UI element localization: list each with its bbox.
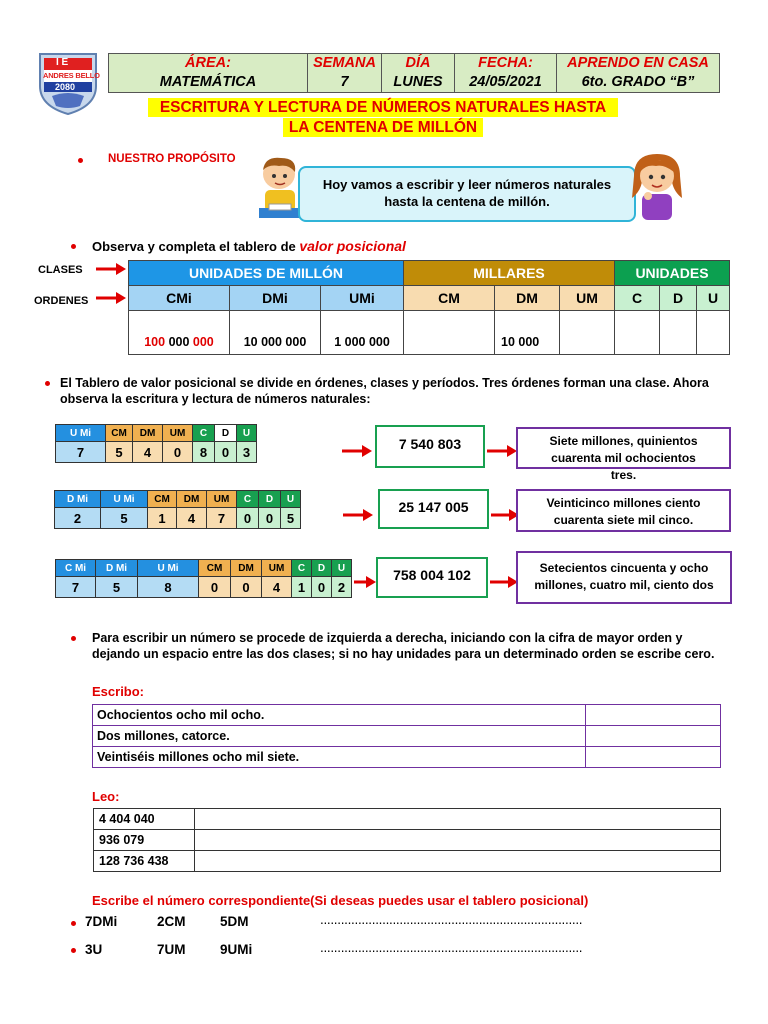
- tablero-digit: 5: [281, 508, 301, 529]
- example-words-2: Veinticinco millones ciento cuarenta siete mil cinco.: [516, 489, 731, 532]
- semana-label: SEMANA: [313, 55, 376, 71]
- tablero-digit: 7: [56, 577, 96, 598]
- tablero-header: UM: [207, 491, 237, 508]
- tablero-digit: 4: [177, 508, 207, 529]
- fecha-value: 24/05/2021: [469, 74, 542, 90]
- tablero-header: C: [292, 560, 312, 577]
- leo-row-number: 936 079: [94, 830, 195, 851]
- tablero-header: DM: [177, 491, 207, 508]
- exercise-2-answer-line[interactable]: ............................................................................: [320, 940, 583, 955]
- value-um[interactable]: [560, 311, 615, 355]
- area-cell: [109, 54, 308, 93]
- leo-answer-cell[interactable]: [195, 830, 721, 851]
- value-dm: 10 000: [495, 311, 560, 355]
- dia-label: DÍA: [405, 55, 431, 71]
- tablero-digit: 0: [312, 577, 332, 598]
- class-header-millones: UNIDADES DE MILLÓN: [129, 261, 404, 286]
- tablero-header: D: [215, 425, 237, 442]
- leo-answer-cell[interactable]: [195, 809, 721, 830]
- example-tablero-2: [54, 490, 301, 529]
- tablero-header: CM: [106, 425, 133, 442]
- tablero-digit: 0: [237, 508, 259, 529]
- tablero-header: CM: [199, 560, 231, 577]
- example-words-3: Setecientos cincuenta y ocho millones, cuatro mil, ciento dos: [516, 551, 732, 604]
- order-header: U: [697, 286, 730, 311]
- tablero-header: U Mi: [138, 560, 199, 577]
- tablero-header: U: [237, 425, 257, 442]
- tablero-digit: 0: [163, 442, 193, 463]
- tablero-digit: 4: [262, 577, 292, 598]
- bullet: [71, 948, 76, 953]
- bullet: [71, 636, 76, 641]
- tablero-digit: 0: [199, 577, 231, 598]
- example-words-1: Siete millones, quinientos cuarenta mil ochocientos tres.: [516, 427, 731, 469]
- observe-text: [92, 238, 406, 255]
- order-header: UM: [560, 286, 615, 311]
- observe-prefix: Observa y completa el tablero de: [92, 239, 300, 254]
- exercise-1-answer-line[interactable]: ............................................................................: [320, 912, 583, 927]
- tablero-header: DM: [231, 560, 262, 577]
- order-header: C: [615, 286, 660, 311]
- ordenes-arrow-icon: [96, 291, 126, 305]
- tablero-digit: 4: [133, 442, 163, 463]
- arrow-right-icon: [491, 508, 519, 522]
- ordenes-label: ORDENES: [34, 295, 89, 307]
- exercise-2-a: 3U: [85, 942, 103, 957]
- logo-text-number: 2080: [55, 82, 76, 92]
- leo-row-number: 128 736 438: [94, 851, 195, 872]
- order-header: DM: [495, 286, 560, 311]
- value-cm[interactable]: [404, 311, 495, 355]
- logo-text-name: ANDRES BELLO: [43, 71, 100, 80]
- bullet: [71, 921, 76, 926]
- escribo-answer-cell[interactable]: [586, 726, 721, 747]
- semana-cell: [308, 54, 382, 93]
- purpose-box: [298, 166, 636, 222]
- tablero-digit: 7: [56, 442, 106, 463]
- dia-cell: [382, 54, 455, 93]
- value-u[interactable]: [697, 311, 730, 355]
- tablero-header: U: [332, 560, 352, 577]
- explanation-text: El Tablero de valor posicional se divide en órdenes, clases y períodos. Tres órdenes forman una clase. Ahora observa la escritura y lectura de números naturales:: [60, 376, 709, 406]
- purpose-label: NUESTRO PROPÓSITO: [108, 153, 236, 165]
- escribo-label: Escribo:: [92, 684, 145, 699]
- area-label: ÁREA:: [185, 55, 231, 71]
- leo-row-number: 4 404 040: [94, 809, 195, 830]
- school-logo: [36, 50, 100, 116]
- arrow-right-icon: [354, 575, 376, 589]
- tablero-digit: 5: [106, 442, 133, 463]
- tablero-digit: 2: [55, 508, 101, 529]
- fecha-cell: [455, 54, 557, 93]
- header-info-table: [108, 53, 720, 93]
- bullet: [78, 158, 83, 163]
- tablero-digit: 5: [96, 577, 138, 598]
- value-dmi: 10 000 000: [230, 311, 321, 355]
- example-number-2: 25 147 005: [378, 489, 489, 529]
- escribo-row-text: Veintiséis millones ocho mil siete.: [93, 747, 586, 768]
- tablero-header: U Mi: [101, 491, 148, 508]
- logo-text-top: I E: [56, 57, 69, 68]
- value-cmi-c: 000: [192, 335, 214, 349]
- bullet: [71, 244, 76, 249]
- example-tablero-1: [55, 424, 257, 463]
- value-cmi: [129, 311, 230, 355]
- tablero-header: UM: [163, 425, 193, 442]
- example-tablero-3: [55, 559, 352, 598]
- exercise-1-a: 7DMi: [85, 914, 118, 929]
- exercise-1-b: 2CM: [157, 914, 186, 929]
- order-header: D: [660, 286, 697, 311]
- tablero-digit: 3: [237, 442, 257, 463]
- tablero-header: UM: [262, 560, 292, 577]
- exercise-instruction: Escribe el número correspondiente(Si deseas puedes usar el tablero posicional): [92, 893, 589, 908]
- order-header: CM: [404, 286, 495, 311]
- tablero-header: D: [259, 491, 281, 508]
- tablero-digit: 0: [215, 442, 237, 463]
- class-header-millares: MILLARES: [404, 261, 615, 286]
- semana-value: 7: [340, 74, 349, 90]
- tablero-header: D: [312, 560, 332, 577]
- order-header: CMi: [129, 286, 230, 311]
- aprendo-label: APRENDO EN CASA: [567, 55, 709, 71]
- tablero-digit: 8: [193, 442, 215, 463]
- exercise-2-b: 7UM: [157, 942, 186, 957]
- escribo-answer-cell[interactable]: [586, 705, 721, 726]
- place-value-table: [128, 260, 730, 355]
- escribo-table: [92, 704, 721, 768]
- arrow-right-icon: [343, 508, 373, 522]
- value-umi: 1 000 000: [321, 311, 404, 355]
- tablero-digit: 7: [207, 508, 237, 529]
- tablero-digit: 0: [231, 577, 262, 598]
- clases-arrow-icon: [96, 262, 126, 276]
- order-header: UMi: [321, 286, 404, 311]
- grado-value: 6to. GRADO “B”: [581, 74, 695, 90]
- example-number-3: 758 004 102: [376, 557, 488, 598]
- tablero-header: U: [281, 491, 301, 508]
- rule-text: Para escribir un número se procede de izquierda a derecha, iniciando con la cifra de mayor orden y dejando un espacio entre las dos clases; si no hay unidades para un determinado orden se escribe cero.: [92, 631, 715, 661]
- tablero-header: U Mi: [56, 425, 106, 442]
- observe-highlight: valor posicional: [299, 238, 406, 254]
- tablero-digit: 1: [292, 577, 312, 598]
- escribo-row-text: Dos millones, catorce.: [93, 726, 586, 747]
- leo-table: [93, 808, 721, 872]
- tablero-header: C Mi: [56, 560, 96, 577]
- tablero-header: CM: [148, 491, 177, 508]
- tablero-header: D Mi: [55, 491, 101, 508]
- tablero-digit: 8: [138, 577, 199, 598]
- leo-answer-cell[interactable]: [195, 851, 721, 872]
- grado-cell: [557, 54, 720, 93]
- tablero-digit: 0: [259, 508, 281, 529]
- exercise-2-c: 9UMi: [220, 942, 253, 957]
- area-value: MATEMÁTICA: [159, 74, 257, 90]
- exercise-1-c: 5DM: [220, 914, 249, 929]
- tablero-header: C: [237, 491, 259, 508]
- value-cmi-a: 100: [144, 335, 166, 349]
- escribo-row-text: Ochocientos ocho mil ocho.: [93, 705, 586, 726]
- page-title-line1: ESCRITURA Y LECTURA DE NÚMEROS NATURALES HASTA: [148, 98, 618, 117]
- leo-label: Leo:: [92, 789, 120, 804]
- arrow-right-icon: [487, 444, 517, 458]
- bullet: [45, 381, 50, 386]
- value-d[interactable]: [660, 311, 697, 355]
- page-title-line2: LA CENTENA DE MILLÓN: [283, 118, 483, 137]
- example-number-1: 7 540 803: [375, 425, 485, 468]
- value-c[interactable]: [615, 311, 660, 355]
- purpose-text: Hoy vamos a escribir y leer números naturales hasta la centena de millón.: [322, 177, 612, 209]
- fecha-label: FECHA:: [478, 55, 533, 71]
- escribo-answer-cell[interactable]: [586, 747, 721, 768]
- class-header-unidades: UNIDADES: [615, 261, 730, 286]
- arrow-right-icon: [342, 444, 372, 458]
- tablero-digit: 2: [332, 577, 352, 598]
- tablero-header: DM: [133, 425, 163, 442]
- arrow-right-icon: [490, 575, 518, 589]
- tablero-header: D Mi: [96, 560, 138, 577]
- tablero-digit: 5: [101, 508, 148, 529]
- clases-label: CLASES: [38, 264, 83, 276]
- order-header: DMi: [230, 286, 321, 311]
- value-cmi-b: 000: [165, 335, 193, 349]
- dia-value: LUNES: [393, 74, 443, 90]
- tablero-digit: 1: [148, 508, 177, 529]
- girl-illustration: [628, 152, 686, 228]
- tablero-header: C: [193, 425, 215, 442]
